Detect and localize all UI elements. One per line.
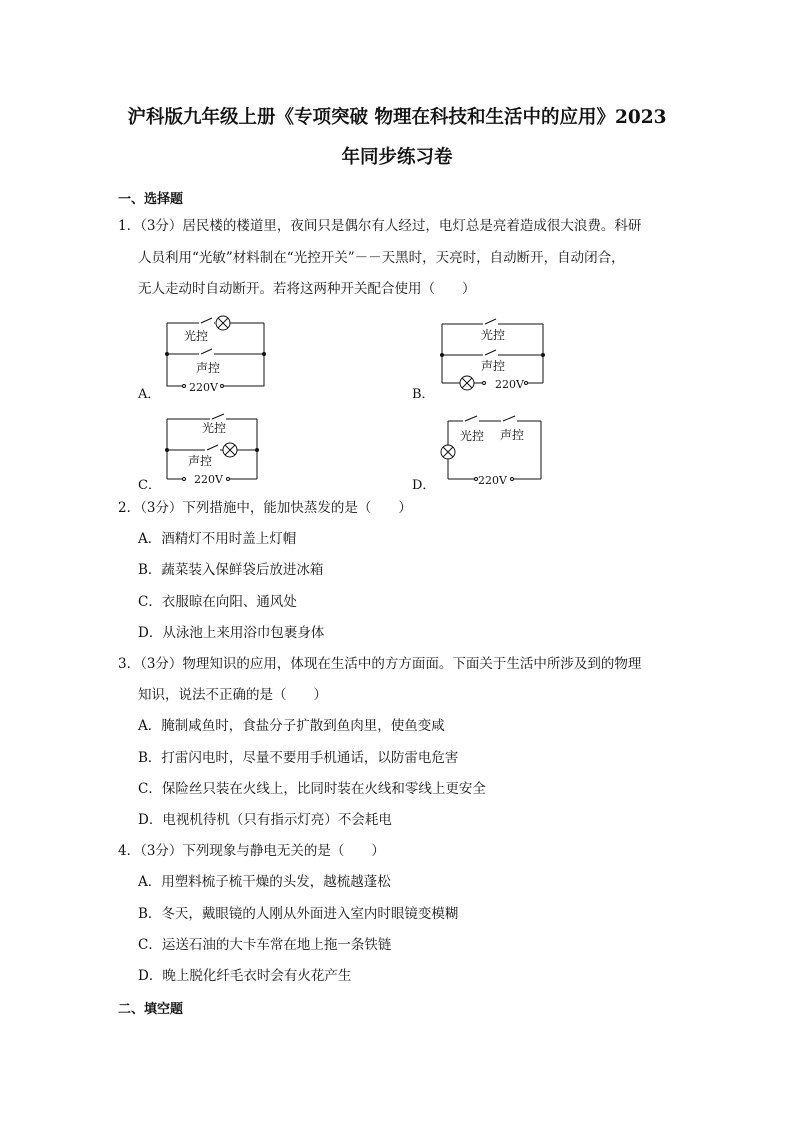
document-title-line1: 沪科版九年级上册《专项突破 物理在科技和生活中的应用》2023 [127,107,667,128]
q3-option-c: C．保险丝只装在火线上，比同时装在火线和零线上更安全 [138,781,486,797]
q2-option-a: A．酒精灯不用时盖上灯帽 [138,531,297,547]
q1-option-c-label: C． [138,478,161,493]
section-heading-fill: 二、填空题 [118,1002,184,1017]
circuit-c-sound-label: 声控 [188,454,213,468]
circuit-a-voltage-label: 220V [189,381,218,394]
q1-stem-line2: 人员利用“光敏”材料制在“光控开关”－－天黑时，天亮时，自动断开，自动闭合， [138,250,625,266]
q1-option-d-label: D． [412,478,436,493]
q2-option-d: D．从泳池上来用浴巾包裹身体 [138,625,325,641]
q3-option-b: B．打雷闪电时，尽量不要用手机通话，以防雷电危害 [138,750,459,766]
circuit-c-voltage-label: 220V [194,473,223,486]
circuit-d-light-label: 光控 [460,429,485,443]
q1-circuit-a [160,312,275,397]
q2-option-c: C．衣服晾在向阳、通风处 [138,594,297,610]
q1-stem-line3: 无人走动时自动断开。若将这两种开关配合使用（ ） [138,281,476,297]
q1-circuit-c [160,408,275,488]
circuit-a-sound-label: 声控 [196,361,221,375]
circuit-c-light-label: 光控 [202,421,227,435]
circuit-b-sound-label: 声控 [481,359,506,373]
circuit-d-voltage-label: 220V [478,474,507,487]
q3-option-a: A．腌制咸鱼时，食盐分子扩散到鱼肉里，使鱼变咸 [138,718,445,734]
q1-option-a-label: A． [138,387,161,402]
q1-stem-line1: 1．（3分）居民楼的楼道里，夜间只是偶尔有人经过，电灯总是亮着造成很大浪费。科研 [118,218,642,234]
q3-stem-line2: 知识，说法不正确的是（ ） [138,687,327,703]
q2-stem: 2．（3分）下列措施中，能加快蒸发的是（ ） [118,500,412,516]
circuit-b-voltage-label: 220V [495,378,524,391]
q3-stem-line1: 3．（3分）物理知识的应用，体现在生活中的方方面面。下面关于生活中所涉及到的物理 [118,656,642,672]
circuit-d-sound-label: 声控 [500,428,525,442]
q4-stem: 4．（3分）下列现象与静电无关的是（ ） [118,843,385,859]
q3-option-d: D．电视机待机（只有指示灯亮）不会耗电 [138,812,392,828]
section-heading-choice: 一、选择题 [118,192,184,207]
q1-circuit-d [436,410,551,490]
q1-option-b-label: B． [412,387,435,402]
q4-option-d: D．晚上脱化纤毛衣时会有火花产生 [138,968,352,984]
q4-option-a: A．用塑料梳子梳干燥的头发，越梳越蓬松 [138,874,391,890]
document-title-line2: 年同步练习卷 [341,147,453,168]
circuit-a-light-label: 光控 [184,329,209,343]
q1-circuit-b [436,315,551,395]
q4-option-b: B．冬天，戴眼镜的人刚从外面进入室内时眼镜变模糊 [138,906,459,922]
q4-option-c: C．运送石油的大卡车常在地上拖一条铁链 [138,937,392,953]
circuit-b-light-label: 光控 [481,328,506,342]
q2-option-b: B．蔬菜装入保鲜袋后放进冰箱 [138,562,324,578]
